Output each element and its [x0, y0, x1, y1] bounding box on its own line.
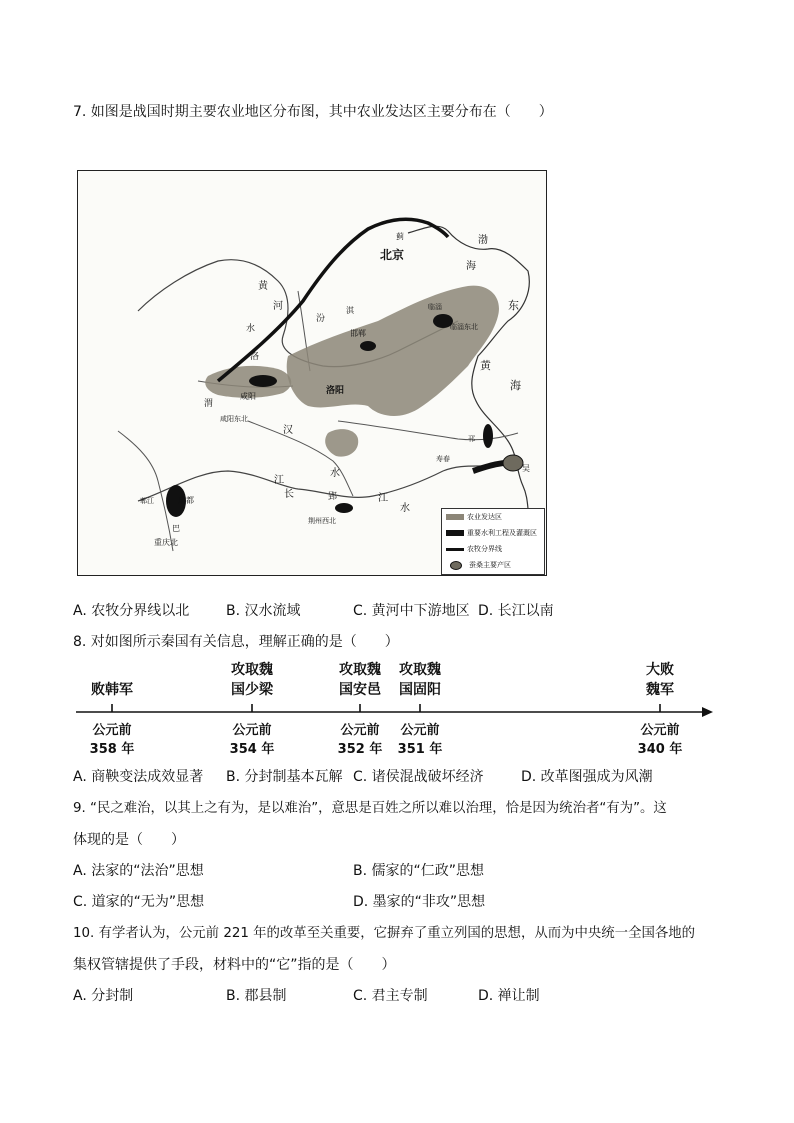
timeline-event-352-line2: 国安邑 [339, 682, 381, 698]
legend-item-farm: 农业发达区 [446, 511, 502, 523]
timeline-event-354-line1: 攻取魏 [231, 662, 273, 678]
label-xianyang: 咸阳 [240, 392, 256, 401]
map-legend [441, 508, 545, 575]
q10-option-b[interactable]: B. 郡县制 [226, 988, 287, 1004]
legend-swatch-farm [446, 514, 464, 520]
q9-option-a[interactable]: A. 法家的“法治”思想 [73, 863, 204, 879]
timeline-event-351-line1: 攻取魏 [399, 662, 441, 678]
timeline-date-358-year: 358 年 [89, 742, 135, 757]
timeline-event-351-line2: 国固阳 [399, 682, 441, 698]
label-chongqing-n: 重庆北 [154, 538, 178, 547]
q9-option-d[interactable]: D. 墨家的“非攻”思想 [353, 894, 486, 910]
q10-option-c[interactable]: C. 君主专制 [353, 988, 428, 1004]
western-river [118, 431, 173, 551]
timeline-event-340-line1: 大败 [646, 662, 674, 678]
label-linzi: 临淄 [428, 303, 442, 311]
legend-swatch-boundary [446, 548, 464, 551]
timeline-date-354-year: 354 年 [229, 742, 275, 757]
q8-option-c[interactable]: C. 诸侯混战破坏经济 [353, 769, 484, 785]
label-han-shui: 水 [330, 468, 340, 479]
sericulture-area [503, 455, 523, 471]
label-ba: 巴 [172, 524, 180, 533]
label-luo-shui: 水 [246, 324, 256, 334]
label-huanghe-1: 黄 [258, 281, 268, 292]
timeline-date-351-label: 公元前 [400, 723, 440, 738]
label-ying: 郢 [328, 492, 338, 502]
legend-swatch-silk [450, 561, 462, 570]
label-wei: 渭 [204, 399, 214, 409]
timeline-event-354-line2: 国少梁 [231, 682, 273, 698]
q8-option-a[interactable]: A. 商鞅变法成效显著 [73, 769, 204, 785]
q7-option-c[interactable]: C. 黄河中下游地区 [353, 603, 470, 619]
irrigation-shouchun [483, 424, 493, 448]
timeline-date-352-year: 352 年 [337, 742, 383, 757]
label-hai: 海 [510, 379, 521, 392]
timeline-event-340-line2: 魏军 [646, 682, 674, 698]
legend-swatch-water [446, 530, 464, 536]
timeline-date-358-label: 公元前 [92, 723, 132, 738]
timeline-date-340-label: 公元前 [640, 723, 680, 738]
q7-option-b[interactable]: B. 汉水流域 [226, 603, 301, 619]
label-jingzhou-w: 荆州西北 [308, 517, 336, 525]
timeline-date-340-year: 340 年 [637, 742, 683, 757]
question-7-stem: 7. 如图是战国时期主要农业地区分布图，其中农业发达区主要分布在（ ） [73, 104, 553, 120]
q9-option-b[interactable]: B. 儒家的“仁政”思想 [353, 863, 485, 879]
label-jiang-2: 长 [284, 489, 294, 500]
q7-option-d[interactable]: D. 长江以南 [478, 603, 554, 619]
timeline-event-358: 败韩军 [91, 682, 133, 698]
label-chengdu: 成都 [178, 496, 194, 505]
label-ji: 蓟 [396, 232, 404, 241]
q8-option-b[interactable]: B. 分封制基本瓦解 [226, 769, 343, 785]
label-bohai-2: 海 [466, 261, 476, 272]
irrigation-zhang [360, 341, 376, 351]
label-jiang-4: 水 [400, 503, 410, 514]
question-9-stem-line2: 体现的是（ ） [73, 832, 185, 848]
question-10-stem-line2: 集权管辖提供了手段，材料中的“它”指的是（ ） [73, 957, 396, 973]
timeline-event-352-line1: 攻取魏 [339, 662, 381, 678]
label-bohai-1: 渤 [478, 235, 488, 246]
agri-area-nanyang [325, 429, 358, 456]
timeline-date-351-year: 351 年 [397, 742, 443, 757]
q9-option-c[interactable]: C. 道家的“无为”思想 [73, 894, 205, 910]
timeline-date-352-label: 公元前 [340, 723, 380, 738]
q10-option-a[interactable]: A. 分封制 [73, 988, 134, 1004]
q10-option-d[interactable]: D. 禅让制 [478, 988, 540, 1004]
label-jiang-1: 江 [274, 475, 284, 486]
timeline-date-354-label: 公元前 [232, 723, 272, 738]
label-xianyang-ne: 咸阳东北 [220, 415, 248, 423]
label-dong: 东 [508, 299, 519, 312]
label-linzi-ne: 临淄东北 [450, 323, 478, 331]
label-han: 汉 [283, 425, 293, 436]
q7-option-a[interactable]: A. 农牧分界线以北 [73, 603, 190, 619]
label-yu: 邗 [468, 435, 475, 443]
legend-item-boundary: 农牧分界线 [446, 543, 502, 555]
label-luoyang: 洛阳 [326, 386, 345, 396]
question-8-stem: 8. 对如图所示秦国有关信息，理解正确的是（ ） [73, 634, 399, 650]
label-qishui: 淇 [346, 306, 354, 315]
label-luo: 洛 [250, 352, 260, 362]
agri-area-main [287, 286, 499, 416]
label-wu: 吴 [522, 464, 530, 473]
legend-item-water: 重要水利工程及灌溉区 [446, 527, 537, 539]
irrigation-zhengguo [249, 375, 277, 387]
question-10-stem-line1: 10. 有学者认为，公元前 221 年的改革至关重要，它摒弃了重立列国的思想，从而为中央统一全国各地的 [73, 926, 696, 941]
label-fen: 汾 [316, 314, 326, 324]
legend-item-silk: 蚕桑主要产区 [446, 559, 511, 571]
label-huang: 黄 [480, 359, 491, 372]
label-handan: 邯郸 [350, 329, 366, 338]
q8-option-d[interactable]: D. 改革图强成为风潮 [521, 769, 653, 785]
label-pi-jiang: 郫江 [140, 497, 154, 505]
warring-states-agriculture-map [77, 170, 547, 576]
question-9-stem-line1: 9. “民之难治，以其上之有为，是以难治”，意思是百姓之所以难以治理，恰是因为统治者“有为”。这 [73, 801, 667, 816]
label-shouchun: 寿春 [436, 455, 450, 463]
irrigation-ying [335, 503, 353, 513]
label-jiang-3: 江 [378, 493, 388, 504]
label-huanghe-2: 河 [273, 301, 283, 312]
label-beijing: 北京 [380, 248, 405, 262]
